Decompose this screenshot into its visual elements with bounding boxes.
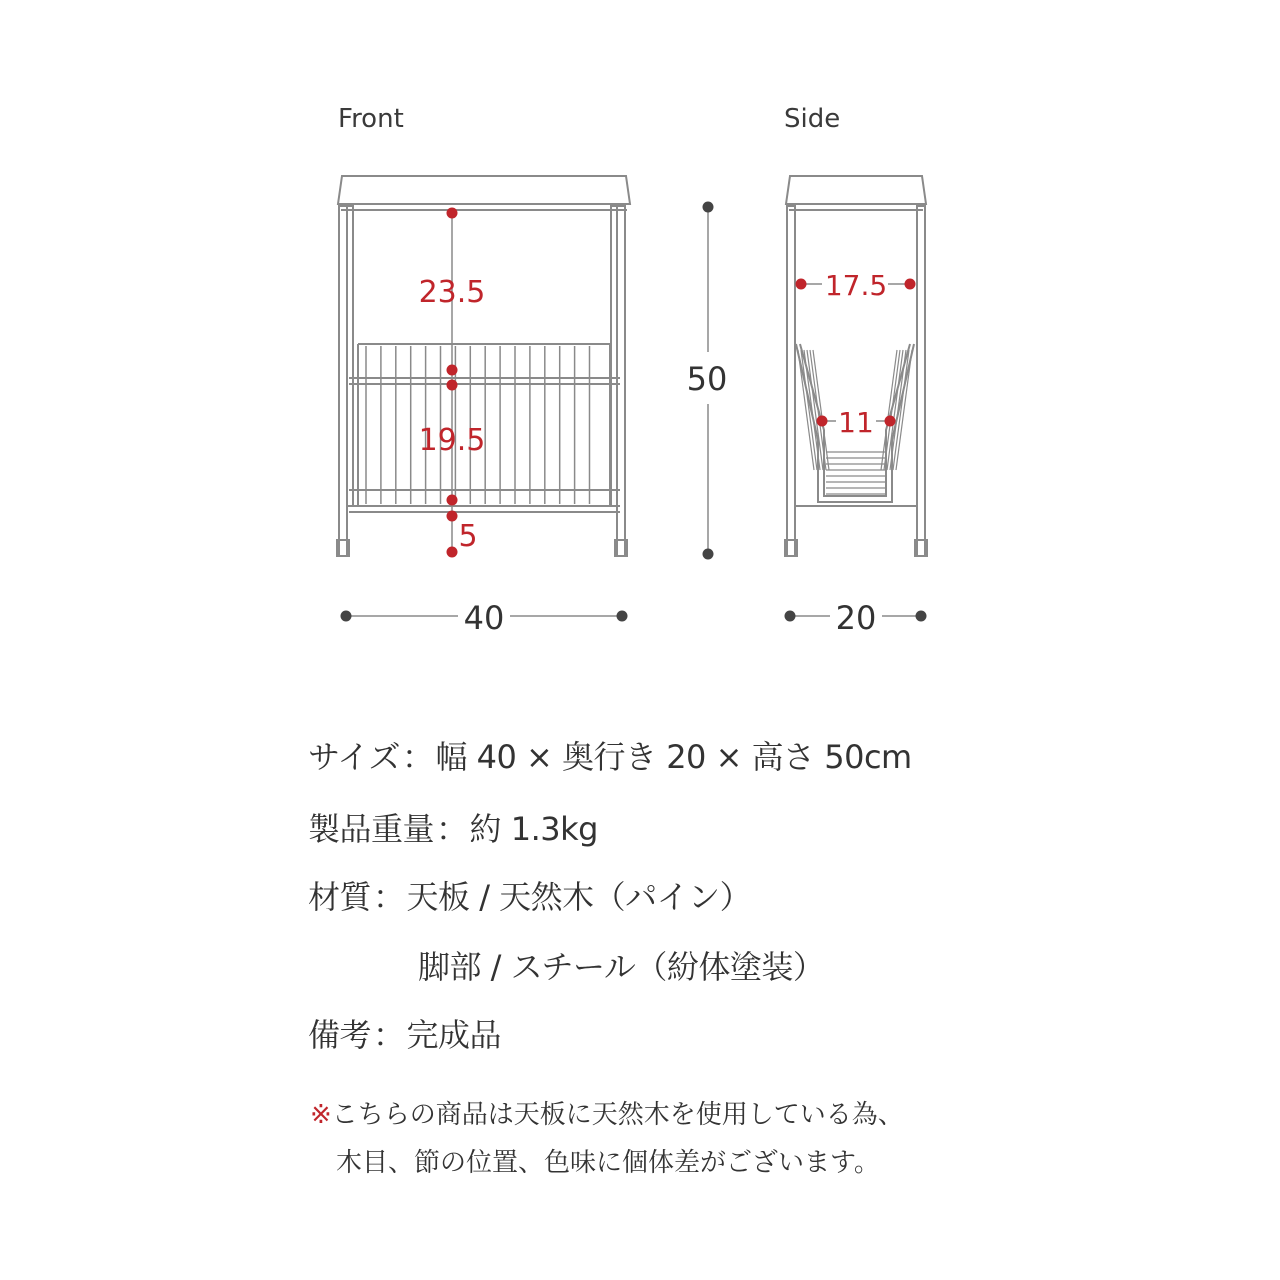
spec-note-value: 完成品 bbox=[406, 1016, 502, 1054]
footnote-text-1: こちらの商品は天板に天然木を使用している為、 bbox=[331, 1100, 904, 1130]
front-dimension-point bbox=[447, 380, 458, 391]
spec-note-key: 備考 bbox=[308, 1016, 372, 1054]
height-dim: 50 bbox=[686, 360, 728, 398]
front-dimension-point bbox=[447, 511, 458, 522]
width-endpoint bbox=[341, 611, 352, 622]
footnote-text-2: 木目、節の位置、色味に個体差がございます。 bbox=[336, 1148, 880, 1178]
spec-weight-value: 約 1.3kg bbox=[469, 810, 598, 848]
side-depth-dim: 20 bbox=[835, 599, 877, 637]
front-view-label: Front bbox=[338, 104, 404, 134]
spec-size-value: 幅 40 × 奥行き 20 × 高さ 50cm bbox=[435, 738, 912, 776]
spec-weight-key: 製品重量 bbox=[308, 810, 435, 848]
footnote-line1 bbox=[310, 1094, 904, 1131]
width-endpoint bbox=[617, 611, 628, 622]
front-bottom-dim: 5 bbox=[458, 519, 478, 554]
depth-endpoint bbox=[785, 611, 796, 622]
front-upper-dim: 23.5 bbox=[418, 275, 486, 310]
side-top-endpoint bbox=[796, 279, 807, 290]
spec-colon: ： bbox=[401, 738, 434, 776]
side-basket-endpoint bbox=[885, 416, 896, 427]
side-view-label: Side bbox=[784, 104, 841, 134]
spec-material-line2 bbox=[418, 942, 824, 988]
footnote-line2 bbox=[336, 1142, 880, 1179]
spec-colon: ： bbox=[373, 878, 405, 916]
spec-colon: ： bbox=[436, 810, 468, 848]
height-endpoint bbox=[703, 202, 714, 213]
spec-size bbox=[308, 732, 912, 778]
front-dimension-point bbox=[447, 365, 458, 376]
spec-note bbox=[308, 1010, 501, 1056]
depth-endpoint bbox=[916, 611, 927, 622]
spec-material-value-1: 天板 / 天然木（パイン） bbox=[406, 878, 752, 916]
spec-size-key: サイズ bbox=[308, 738, 400, 776]
height-endpoint bbox=[703, 549, 714, 560]
spec-material-value-2: 脚部 / スチール（紛体塗装） bbox=[418, 948, 825, 986]
side-top-endpoint bbox=[905, 279, 916, 290]
spec-material-key: 材質 bbox=[308, 878, 372, 916]
footnote-mark: ※ bbox=[310, 1100, 332, 1130]
front-dimension-point bbox=[447, 208, 458, 219]
front-width-dim: 40 bbox=[463, 599, 505, 637]
side-basket-endpoint bbox=[817, 416, 828, 427]
side-top-width-dim: 17.5 bbox=[824, 269, 888, 302]
spec-material bbox=[308, 872, 751, 918]
front-middle-dim: 19.5 bbox=[418, 423, 486, 458]
spec-weight bbox=[308, 804, 598, 850]
spec-colon: ： bbox=[373, 1016, 405, 1054]
front-dimension-point bbox=[447, 495, 458, 506]
side-basket-width-dim: 11 bbox=[838, 406, 874, 439]
front-dimension-point bbox=[447, 547, 458, 558]
